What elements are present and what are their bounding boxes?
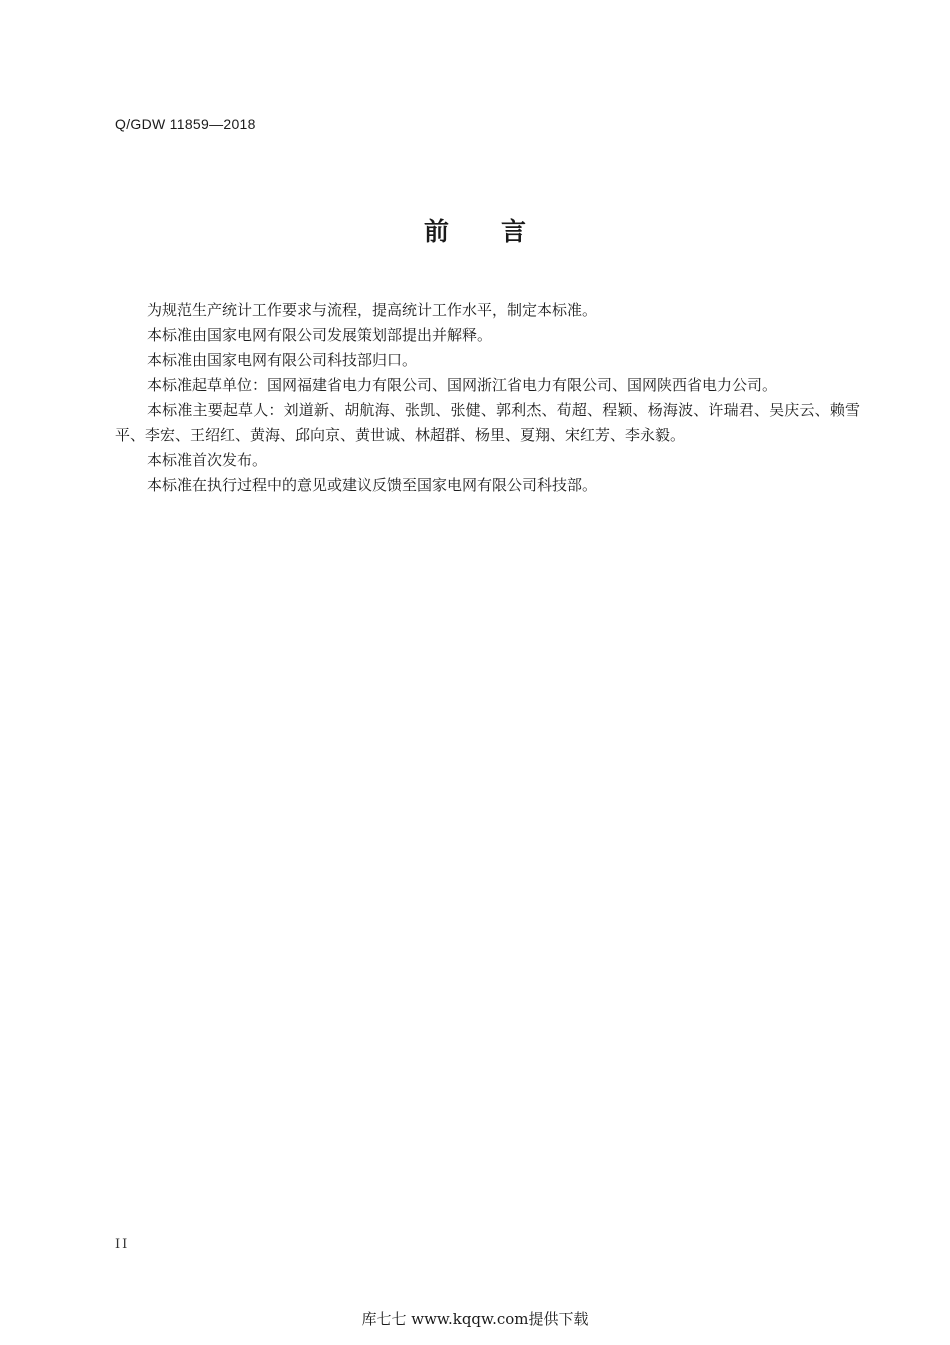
paragraph-drafting-units: 本标准起草单位：国网福建省电力有限公司、国网浙江省电力有限公司、国网陕西省电力公司。 <box>147 376 778 394</box>
paragraph-centralized: 本标准由国家电网有限公司科技部归口。 <box>147 351 418 369</box>
download-footer: 库七七 www.kqqw.com提供下载 <box>361 1310 589 1328</box>
title-char-1: 前 <box>423 217 449 246</box>
paragraph-purpose: 为规范生产统计工作要求与流程，提高统计工作水平，制定本标准。 <box>147 301 598 319</box>
paragraph-first-release: 本标准首次发布。 <box>147 451 268 469</box>
foreword-body <box>115 298 860 498</box>
paragraph-feedback: 本标准在执行过程中的意见或建议反馈至国家电网有限公司科技部。 <box>147 476 598 494</box>
page-title <box>0 212 950 248</box>
title-char-2: 言 <box>501 217 527 246</box>
standard-code: Q/GDW 11859—2018 <box>115 116 256 132</box>
paragraph-proposer: 本标准由国家电网有限公司发展策划部提出并解释。 <box>147 326 493 344</box>
paragraph-drafters: 本标准主要起草人：刘道新、胡航海、张凯、张健、郭利杰、荀超、程颖、杨海波、许瑞君、吴庆云、赖雪平、李宏、王绍红、黄海、邱向京、黄世诚、林超群、杨里、夏翔、宋红芳、李永毅。 <box>115 401 860 444</box>
page-number: II <box>115 1237 130 1252</box>
